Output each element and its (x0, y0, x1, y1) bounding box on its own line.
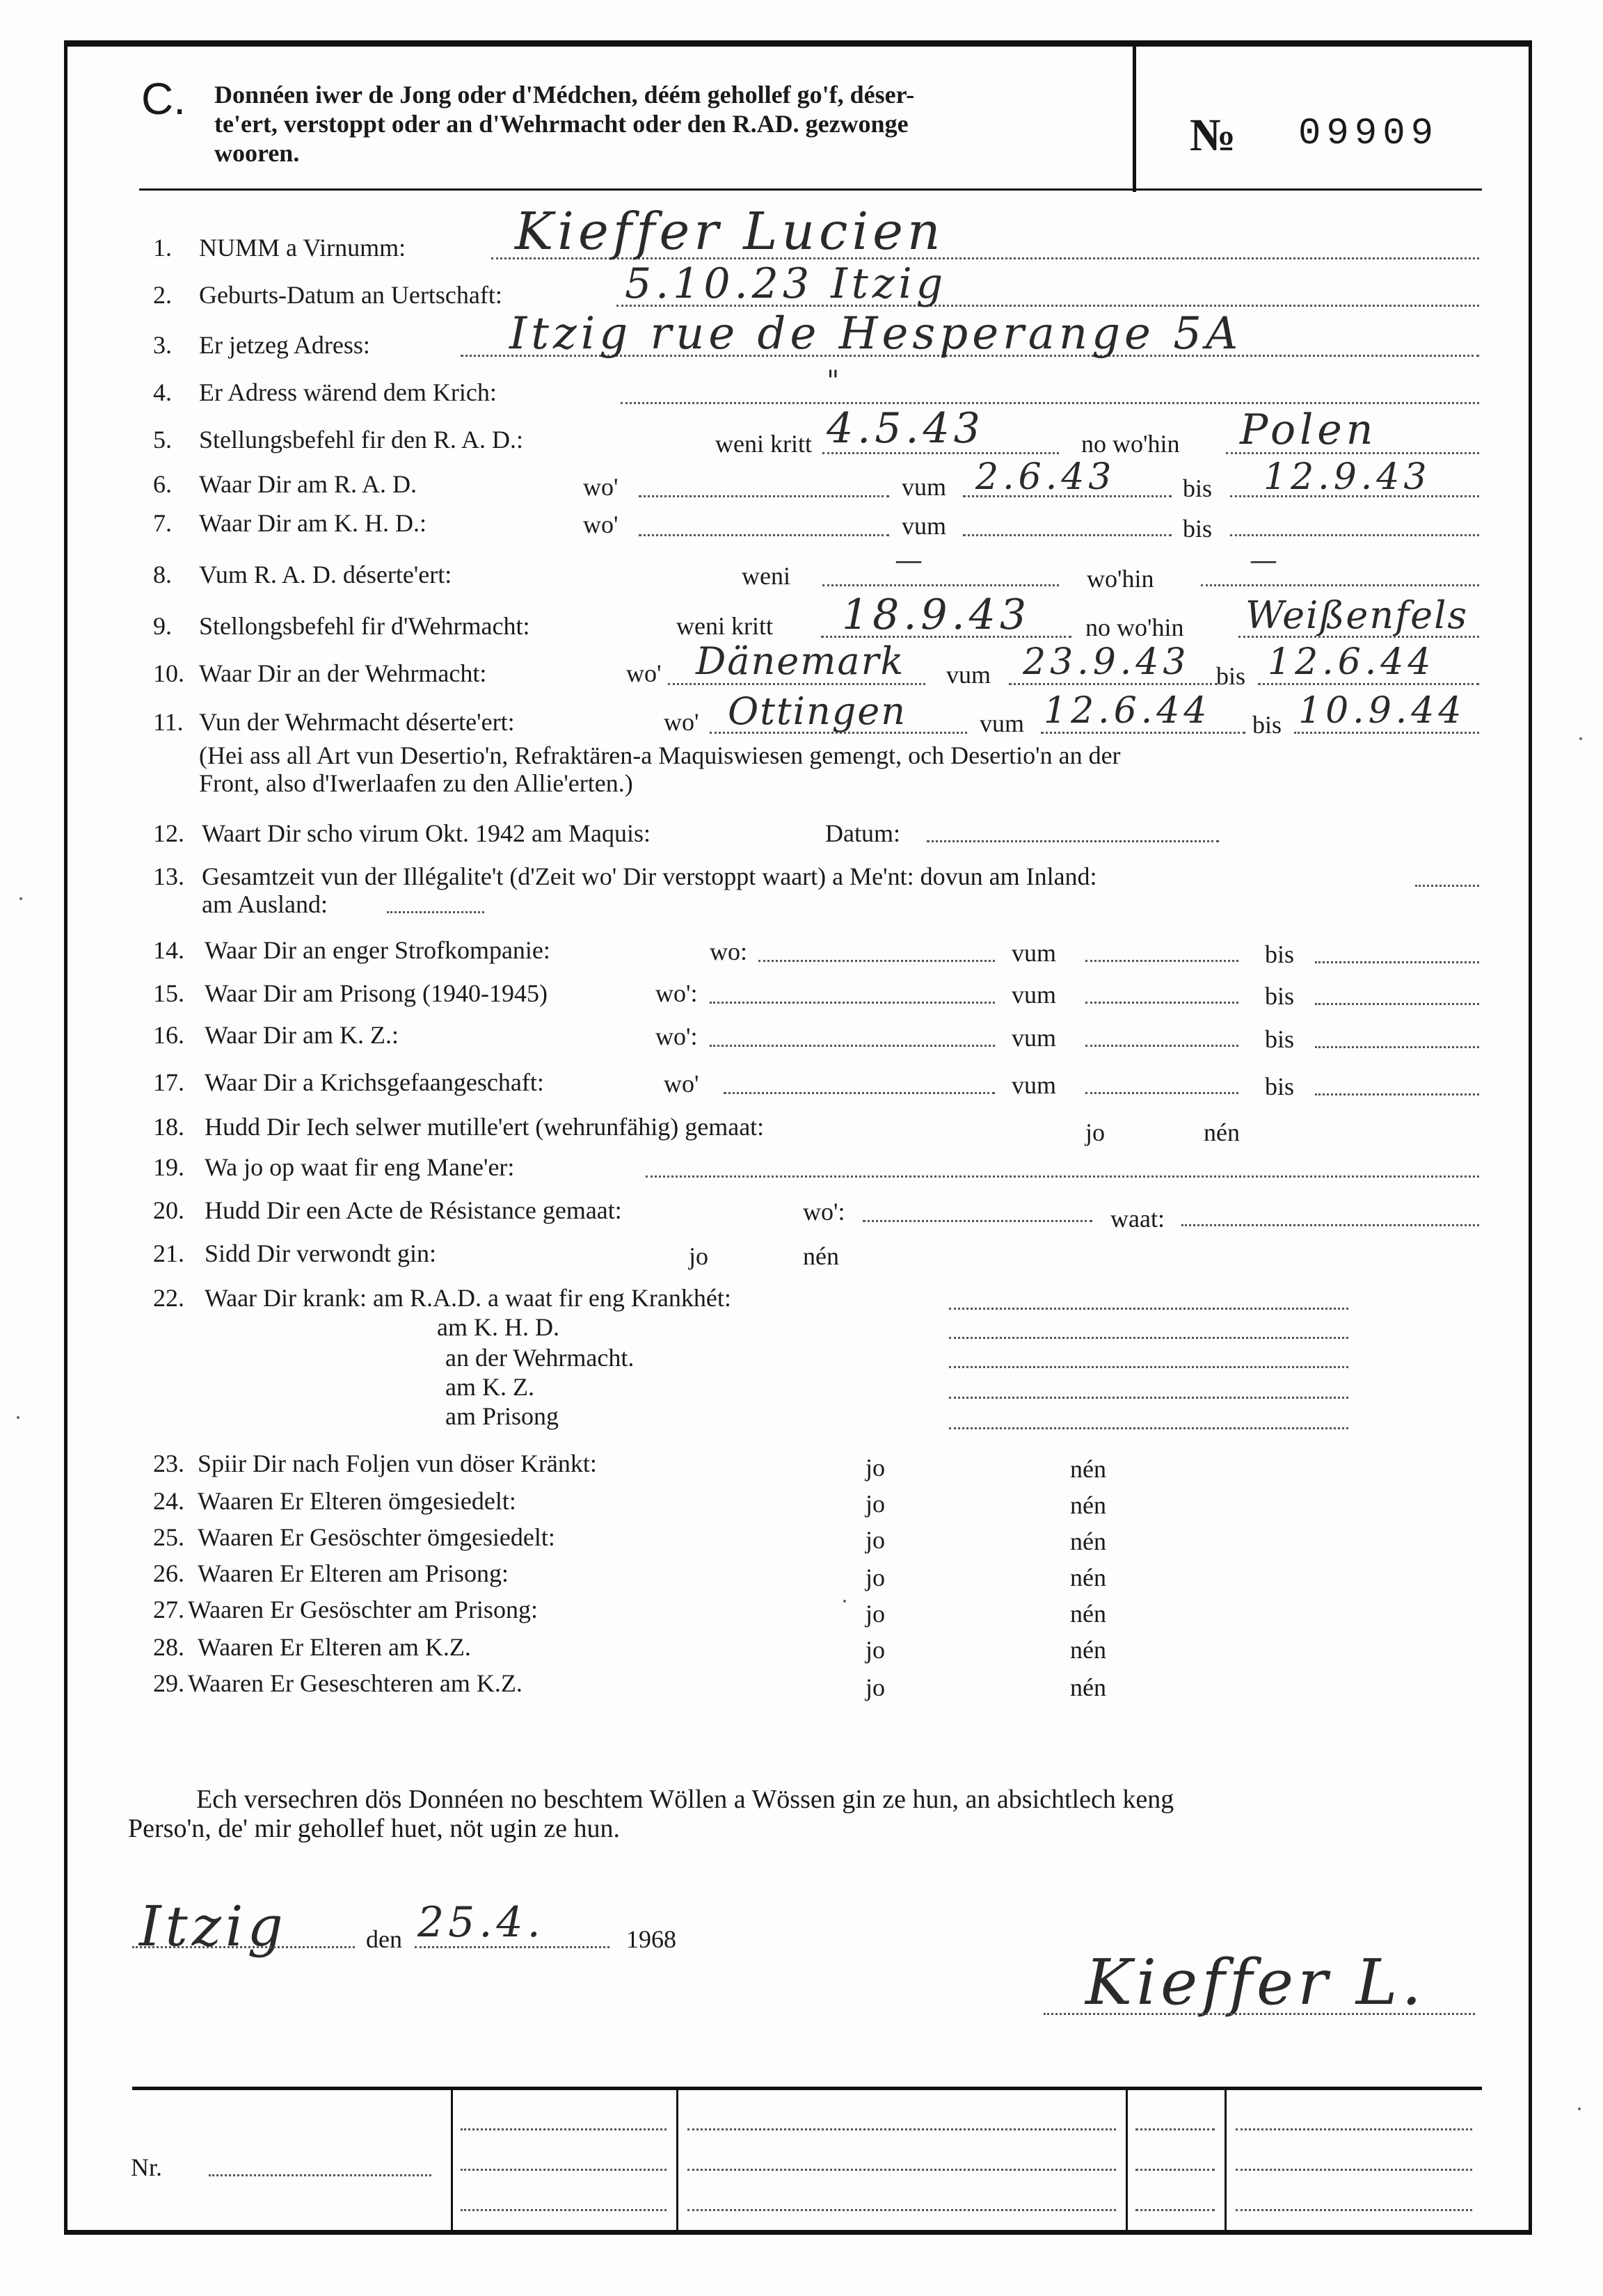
declaration-line-1: Ech versechren dös Donnéen no beschtem Wöllen a Wössen gin ze hun, an absichtlech keng (196, 1785, 1174, 1814)
wehrmacht-order-date-value: 18.9.43 (842, 591, 1031, 639)
khd-from-field[interactable] (963, 534, 1172, 536)
illegality-abroad-field[interactable] (387, 911, 484, 913)
self-mutilation-label: Hudd Dir Iech selwer mutille'ert (wehrunfähig) gemaat: (205, 1113, 765, 1141)
vum-label: vum (902, 512, 947, 540)
wehrmacht-order-label: Stellongsbefehl fir d'Wehrmacht: (199, 612, 530, 640)
siblings-resettled-label: Waaren Er Gesöschter ömgesiedelt: (198, 1523, 555, 1551)
signature-field[interactable] (1044, 2013, 1475, 2015)
vum-label: vum (946, 661, 991, 689)
wo-label: wo: (710, 938, 747, 965)
self-mutilation-yes[interactable]: jo (1085, 1118, 1106, 1146)
wo-label: wo' (664, 708, 699, 736)
bis-label: bis (1183, 515, 1213, 543)
footer-cell[interactable] (687, 2169, 1116, 2171)
siblings-kz-label: Waaren Er Geseschteren am K.Z. (188, 1669, 523, 1697)
self-mutilation-no[interactable]: nén (1204, 1118, 1240, 1146)
wehrmacht-service-label: Waar Dir an der Wehrmacht: (199, 659, 487, 687)
khd-service-label: Waar Dir am K. H. D.: (199, 509, 427, 537)
den-label: den (366, 1925, 402, 1953)
scan-speck (843, 1600, 846, 1603)
datum-label: Datum: (825, 819, 900, 847)
wo-label: wo': (655, 1022, 698, 1050)
wohin-label: no wo'hin (1081, 430, 1180, 458)
desert-until-field[interactable] (1294, 732, 1479, 734)
wounded-yes[interactable]: jo (689, 1242, 709, 1270)
scan-speck (1579, 737, 1582, 740)
pow-from-field[interactable] (1085, 1092, 1238, 1094)
header-divider-vertical (1133, 46, 1136, 192)
wounded-no[interactable]: nén (803, 1242, 839, 1270)
illness-prison-field[interactable] (949, 1427, 1348, 1429)
row-number: 10. (153, 659, 184, 687)
siblings-kz-yes[interactable]: jo (866, 1673, 886, 1701)
rad-desert-destination-value: — (1250, 545, 1282, 577)
wohin-label: wo'hin (1087, 565, 1154, 593)
row-number: 21. (153, 1239, 184, 1267)
row-number: 20. (153, 1196, 184, 1224)
vum-label: vum (980, 709, 1025, 737)
siblings-kz-no[interactable]: nén (1070, 1673, 1106, 1701)
pow-until-field[interactable] (1315, 1093, 1479, 1095)
vum-label: vum (1012, 939, 1057, 967)
vum-label: vum (1012, 1071, 1057, 1099)
penal-where-field[interactable] (758, 960, 995, 962)
khd-until-field[interactable] (1230, 534, 1479, 536)
resistance-where-field[interactable] (863, 1220, 1092, 1222)
rad-service-label: Waar Dir am R. A. D. (199, 470, 417, 498)
parents-kz-yes[interactable]: jo (866, 1636, 886, 1664)
name-label: NUMM a Virnumm: (199, 234, 406, 262)
kz-from-field[interactable] (1085, 1045, 1238, 1047)
wo-label: wo': (655, 979, 698, 1007)
wehrmacht-desert-label: Vun der Wehrmacht déserte'ert: (199, 708, 515, 736)
prison-from-field[interactable] (1085, 1002, 1238, 1004)
weni-label: weni (742, 562, 790, 590)
footer-cell[interactable] (461, 2128, 667, 2130)
khd-where-field[interactable] (639, 534, 889, 536)
parents-resettled-no[interactable]: nén (1070, 1491, 1106, 1519)
footer-divider-3 (1126, 2089, 1128, 2235)
prison-label: Waar Dir am Prisong (1940-1945) (205, 979, 548, 1007)
wo-label: wo' (583, 473, 619, 501)
scan-speck (19, 897, 22, 900)
resistance-what-field[interactable] (1181, 1224, 1479, 1226)
signing-place: Itzig (139, 1894, 287, 1959)
row-number: 22. (153, 1284, 184, 1312)
manner-label: Wa jo op waat fir eng Mane'er: (205, 1153, 515, 1181)
footer-cell[interactable] (1135, 2209, 1215, 2211)
bis-label: bis (1265, 1073, 1295, 1100)
row-number: 11. (153, 708, 184, 736)
desert-from-field[interactable] (1041, 732, 1245, 734)
maquis-label: Waart Dir scho virum Okt. 1942 am Maquis: (202, 819, 651, 847)
row-number: 7. (153, 509, 172, 537)
footer-top-rule (132, 2087, 1482, 2090)
siblings-resettled-no[interactable]: nén (1070, 1527, 1106, 1555)
illness-label: Waar Dir krank: am R.A.D. a waat fir eng Krankhét: (205, 1284, 731, 1312)
wehrmacht-from-field[interactable] (1009, 683, 1218, 685)
row-number: 15. (153, 979, 184, 1007)
footer-divider-1 (451, 2089, 453, 2235)
place-field[interactable] (132, 1946, 355, 1948)
illness-kz-field[interactable] (949, 1397, 1348, 1399)
footer-divider-4 (1225, 2089, 1227, 2235)
illness-khd-field[interactable] (949, 1337, 1348, 1339)
illegality-inland-field[interactable] (1415, 885, 1479, 887)
siblings-prison-no[interactable]: nén (1070, 1600, 1106, 1628)
row-number: 1. (153, 234, 172, 262)
siblings-resettled-yes[interactable]: jo (866, 1526, 886, 1554)
bis-label: bis (1265, 1025, 1295, 1053)
illness-wehrmacht-label: an der Wehrmacht. (445, 1344, 635, 1372)
parents-prison-label: Waaren Er Elteren am Prisong: (198, 1559, 509, 1587)
address-value: Itzig rue de Hesperange 5A (509, 308, 1243, 360)
parents-resettled-label: Waaren Er Elteren ömgesiedelt: (198, 1487, 516, 1515)
row-number: 26. (153, 1559, 184, 1587)
desertion-note-line-1: (Hei ass all Art vun Desertio'n, Refraktären-a Maquiswiesen gemengt, och Desertio'n an der (199, 741, 1121, 769)
rad-desert-destination-field[interactable] (1201, 584, 1479, 586)
row-number: 9. (153, 612, 172, 640)
penal-from-field[interactable] (1085, 960, 1238, 962)
wohin-label: no wo'hin (1085, 613, 1184, 641)
rad-from-value: 2.6.43 (975, 456, 1116, 498)
wo-label: wo' (583, 511, 619, 538)
war-address-label: Er Adress wärend dem Krich: (199, 378, 497, 406)
kz-where-field[interactable] (710, 1045, 995, 1047)
wehrmacht-until-field[interactable] (1258, 683, 1479, 685)
row-number: 19. (153, 1153, 184, 1181)
row-number: 23. (153, 1450, 184, 1477)
bis-label: bis (1265, 940, 1295, 968)
rad-desert-date-value: — (895, 545, 927, 577)
kz-label: Waar Dir am K. Z.: (205, 1021, 399, 1049)
row-number: 3. (153, 331, 172, 359)
wehrmacht-destination-value: Weißenfels (1245, 593, 1469, 637)
siblings-prison-label: Waaren Er Gesöschter am Prisong: (188, 1596, 538, 1623)
footer-cell[interactable] (1236, 2169, 1472, 2171)
header-title-line-2: te'ert, verstoppt oder an d'Wehrmacht oder den R.AD. gezwonge (214, 110, 909, 138)
row-number: 14. (153, 936, 184, 964)
footer-nr-field[interactable] (209, 2174, 431, 2176)
scan-speck (17, 1416, 19, 1419)
maquis-date-field[interactable] (927, 840, 1219, 842)
parents-kz-label: Waaren Er Elteren am K.Z. (198, 1633, 471, 1661)
illness-khd-label: am K. H. D. (437, 1313, 559, 1341)
footer-cell[interactable] (687, 2209, 1116, 2211)
footer-cell[interactable] (1135, 2169, 1215, 2171)
row-number: 25. (153, 1523, 184, 1551)
bis-label: bis (1265, 982, 1295, 1010)
abroad-label: am Ausland: (202, 890, 328, 918)
pow-where-field[interactable] (724, 1092, 995, 1094)
row-number: 13. (153, 862, 184, 890)
parents-kz-no[interactable]: nén (1070, 1636, 1106, 1664)
form-number: 09909 (1298, 113, 1439, 155)
row-number: 8. (153, 561, 172, 588)
rad-until-value: 12.9.43 (1263, 456, 1431, 498)
desert-until-value: 10.9.44 (1298, 690, 1466, 732)
birth-value: 5.10.23 Itzig (625, 259, 948, 308)
footer-cell[interactable] (687, 2128, 1116, 2130)
row-number: 17. (153, 1068, 184, 1096)
illness-kz-label: am K. Z. (445, 1373, 534, 1401)
weni-kritt-label: weni kritt (676, 612, 773, 640)
illness-wehrmacht-field[interactable] (949, 1366, 1348, 1368)
rad-desert-label: Vum R. A. D. déserte'ert: (199, 561, 452, 588)
name-value: Kieffer Lucien (515, 202, 945, 262)
bis-label: bis (1183, 474, 1213, 502)
waat-label: waat: (1110, 1205, 1165, 1233)
declaration-line-2: Perso'n, de' mir gehollef huet, nöt ugin ze hun. (128, 1814, 621, 1843)
row-number: 27. (153, 1596, 184, 1623)
row-number: 6. (153, 470, 172, 498)
vum-label: vum (1012, 1024, 1057, 1052)
row-number: 4. (153, 378, 172, 406)
row-number: 29. (153, 1669, 184, 1697)
penal-until-field[interactable] (1315, 961, 1479, 963)
signing-year: 1968 (626, 1925, 676, 1953)
wo-label: wo' (626, 659, 662, 687)
address-label: Er jetzeg Adress: (199, 331, 370, 359)
pow-label: Waar Dir a Krichsgefaangeschaft: (205, 1068, 544, 1096)
footer-divider-2 (676, 2089, 678, 2235)
footer-cell[interactable] (1236, 2128, 1472, 2130)
parents-resettled-yes[interactable]: jo (866, 1490, 886, 1518)
illegality-label: Gesamtzeit vun der Illégalite't (d'Zeit wo' Dir verstoppt waart) a Me'nt: dovun am Inland: (202, 862, 1097, 890)
desert-where-value: Ottingen (728, 689, 907, 733)
number-symbol: № (1190, 110, 1236, 161)
scan-speck (1578, 2108, 1581, 2110)
parents-prison-no[interactable]: nén (1070, 1564, 1106, 1591)
rad-destination-value: Polen (1240, 406, 1378, 454)
rad-order-label: Stellungsbefehl fir den R. A. D.: (199, 426, 523, 453)
wehrmacht-from-value: 23.9.43 (1023, 641, 1190, 683)
prison-where-field[interactable] (710, 1002, 995, 1004)
resistance-label: Hudd Dir een Acte de Résistance gemaat: (205, 1196, 622, 1224)
wehrmacht-where-field[interactable] (668, 683, 925, 685)
illness-rad-field[interactable] (949, 1308, 1348, 1310)
row-number: 5. (153, 426, 172, 453)
desert-from-value: 12.6.44 (1044, 690, 1211, 732)
rad-desert-date-field[interactable] (822, 584, 1059, 586)
parents-prison-yes[interactable]: jo (866, 1564, 886, 1591)
wo-label: wo' (664, 1070, 699, 1098)
weni-kritt-label: weni kritt (715, 430, 812, 458)
illness-consequences-no[interactable]: nén (1070, 1455, 1106, 1483)
bis-label: bis (1252, 711, 1282, 739)
birth-label: Geburts-Datum an Uertschaft: (199, 281, 502, 309)
header-title-line-3: wooren. (214, 139, 300, 167)
prison-until-field[interactable] (1315, 1003, 1479, 1005)
footer-cell[interactable] (461, 2209, 667, 2211)
penal-company-label: Waar Dir an enger Strofkompanie: (205, 936, 550, 964)
signature: Kieffer L. (1085, 1946, 1426, 2019)
row-number: 2. (153, 281, 172, 309)
bis-label: bis (1216, 662, 1246, 690)
footer-cell[interactable] (1236, 2209, 1472, 2211)
siblings-prison-yes[interactable]: jo (866, 1600, 886, 1628)
rad-order-date-value: 4.5.43 (827, 404, 984, 453)
header-title-line-1: Donnéen iwer de Jong oder d'Médchen, déém gehollef go'f, déser- (214, 81, 915, 109)
wounded-label: Sidd Dir verwondt gin: (205, 1239, 436, 1267)
war-address-value: " (827, 365, 844, 397)
manner-field[interactable] (646, 1175, 1479, 1178)
wo-label: wo': (803, 1198, 845, 1226)
footer-cell[interactable] (461, 2169, 667, 2171)
wehrmacht-where-value: Dänemark (696, 639, 905, 683)
rad-where-field[interactable] (639, 495, 889, 497)
footer-nr-label: Nr. (131, 2153, 162, 2181)
signing-date: 25.4. (417, 1898, 545, 1947)
header-divider-horizontal (139, 188, 1482, 191)
section-letter: C. (141, 74, 186, 124)
illness-prison-label: am Prisong (445, 1402, 559, 1430)
illness-consequences-label: Spiir Dir nach Foljen vun döser Kränkt: (198, 1450, 597, 1477)
wehrmacht-until-value: 12.6.44 (1268, 641, 1435, 683)
vum-label: vum (1012, 981, 1057, 1009)
illness-consequences-yes[interactable]: jo (866, 1454, 886, 1482)
row-number: 16. (153, 1021, 184, 1049)
kz-until-field[interactable] (1315, 1046, 1479, 1048)
footer-cell[interactable] (1135, 2128, 1215, 2130)
row-number: 18. (153, 1113, 184, 1141)
war-address-field[interactable] (621, 402, 1479, 404)
row-number: 24. (153, 1487, 184, 1515)
row-number: 28. (153, 1633, 184, 1661)
vum-label: vum (902, 473, 947, 501)
row-number: 12. (153, 819, 184, 847)
desertion-note-line-2: Front, also d'Iwerlaafen zu den Allie'erten.) (199, 769, 633, 797)
